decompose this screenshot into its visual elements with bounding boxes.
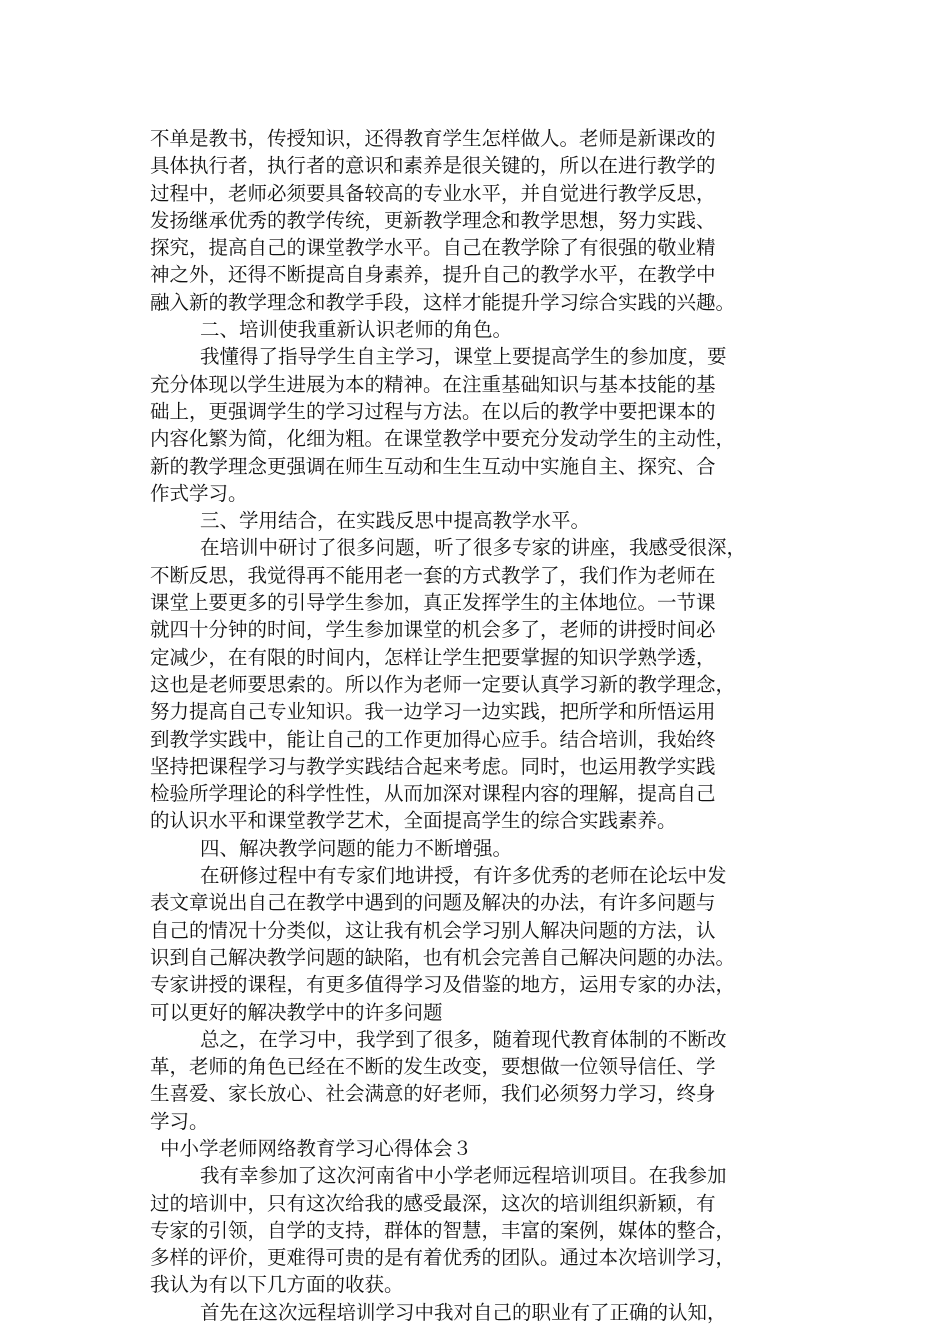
text-line: 生喜爱、家长放心、社会满意的好老师，我们必须努力学习，终身 <box>150 1082 716 1106</box>
section-heading <box>150 316 810 343</box>
text-line: 发扬继承优秀的教学传统，更新教学理念和教学思想，努力实践、 <box>150 208 716 232</box>
text-line: 二、培训使我重新认识老师的角色。 <box>200 318 513 342</box>
text-line: 表文章说出自己在教学中遇到的问题及解决的办法，有许多问题与 <box>150 891 716 915</box>
text-line: 三、学用结合，在实践反思中提高教学水平。 <box>200 509 591 533</box>
text-line: 到教学实践中，能让自己的工作更加得心应手。结合培训，我始终 <box>150 727 716 751</box>
document-page <box>150 125 810 1326</box>
text-line: 作式学习。 <box>150 481 248 505</box>
section-title <box>150 1135 810 1162</box>
text-line: 神之外，还得不断提高自身素养，提升自己的教学水平，在教学中 <box>150 263 716 287</box>
text-line: 课堂上要更多的引导学生参加，真正发挥学生的主体地位。一节课 <box>150 591 716 615</box>
text-line: 内容化繁为简，化细为粗。在课堂教学中要充分发动学生的主动性， <box>150 427 736 451</box>
text-line: 定减少，在有限的时间内，怎样让学生把要掌握的知识学熟学透， <box>150 645 716 669</box>
text-line: 坚持把课程学习与教学实践结合起来考虑。同时，也运用教学实践 <box>150 754 716 778</box>
text-line: 过程中，老师必须要具备较高的专业水平，并自觉进行教学反思， <box>150 181 716 205</box>
text-line: 检验所学理论的科学性性，从而加深对课程内容的理解，提高自己 <box>150 782 716 806</box>
text-line: 首先在这次远程培训学习中我对自己的职业有了正确的认知， <box>200 1300 727 1324</box>
text-line: 总之，在学习中，我学到了很多，随着现代教育体制的不断改 <box>200 1027 727 1051</box>
text-line: 具体执行者，执行者的意识和素养是很关键的，所以在进行教学的 <box>150 154 716 178</box>
section-heading <box>150 507 810 534</box>
paragraph <box>150 862 810 1026</box>
text-line: 础上，更强调学生的学习过程与方法。在以后的教学中要把课本的 <box>150 399 716 423</box>
text-line: 融入新的教学理念和教学手段，这样才能提升学习综合实践的兴趣。 <box>150 290 736 314</box>
text-line: 四、解决教学问题的能力不断增强。 <box>200 836 513 860</box>
paragraph <box>150 1299 810 1326</box>
text-line: 自己的情况十分类似，这让我有机会学习别人解决问题的方法，认 <box>150 918 716 942</box>
text-line: 就四十分钟的时间，学生参加课堂的机会多了，老师的讲授时间必 <box>150 618 716 642</box>
text-line: 不单是教书，传授知识，还得教育学生怎样做人。老师是新课改的 <box>150 127 716 150</box>
text-line: 中小学老师网络教育学习心得体会３ <box>160 1136 473 1160</box>
paragraph <box>150 125 810 316</box>
text-line: 多样的评价，更难得可贵的是有着优秀的团队。通过本次培训学习， <box>150 1246 736 1270</box>
text-line: 探究，提高自己的课堂教学水平。自己在教学除了有很强的敬业精 <box>150 236 716 260</box>
text-line: 识到自己解决教学问题的缺陷，也有机会完善自己解决问题的办法。 <box>150 945 736 969</box>
text-line: 的认识水平和课堂教学艺术，全面提高学生的综合实践素养。 <box>150 809 677 833</box>
text-line: 充分体现以学生进展为本的精神。在注重基础知识与基本技能的基 <box>150 372 716 396</box>
paragraph <box>150 1026 810 1135</box>
text-line: 革，老师的角色已经在不断的发生改变，要想做一位领导信任、学 <box>150 1055 716 1079</box>
text-line: 新的教学理念更强调在师生互动和生生互动中实施自主、探究、合 <box>150 454 716 478</box>
paragraph <box>150 534 810 834</box>
paragraph <box>150 343 810 507</box>
text-line: 可以更好的解决教学中的许多问题 <box>150 1000 443 1024</box>
text-line: 在培训中研讨了很多问题，听了很多专家的讲座，我感受很深， <box>200 536 747 560</box>
text-line: 专家的引领，自学的支持，群体的智慧，丰富的案例，媒体的整合， <box>150 1218 736 1242</box>
text-line: 过的培训中，只有这次给我的感受最深，这次的培训组织新颖，有 <box>150 1191 716 1215</box>
text-line: 不断反思，我觉得再不能用老一套的方式教学了，我们作为老师在 <box>150 563 716 587</box>
text-line: 在研修过程中有专家们地讲授，有许多优秀的老师在论坛中发 <box>200 864 727 888</box>
section-heading <box>150 835 810 862</box>
text-line: 努力提高自己专业知识。我一边学习一边实践，把所学和所悟运用 <box>150 700 716 724</box>
paragraph <box>150 1162 810 1298</box>
text-line: 这也是老师要思索的。所以作为老师一定要认真学习新的教学理念， <box>150 672 736 696</box>
text-line: 我认为有以下几方面的收获。 <box>150 1273 404 1297</box>
text-line: 我有幸参加了这次河南省中小学老师远程培训项目。在我参加 <box>200 1164 727 1188</box>
text-line: 专家讲授的课程，有更多值得学习及借鉴的地方，运用专家的办法， <box>150 973 736 997</box>
text-line: 学习。 <box>150 1109 209 1133</box>
text-line: 我懂得了指导学生自主学习，课堂上要提高学生的参加度，要 <box>200 345 727 369</box>
